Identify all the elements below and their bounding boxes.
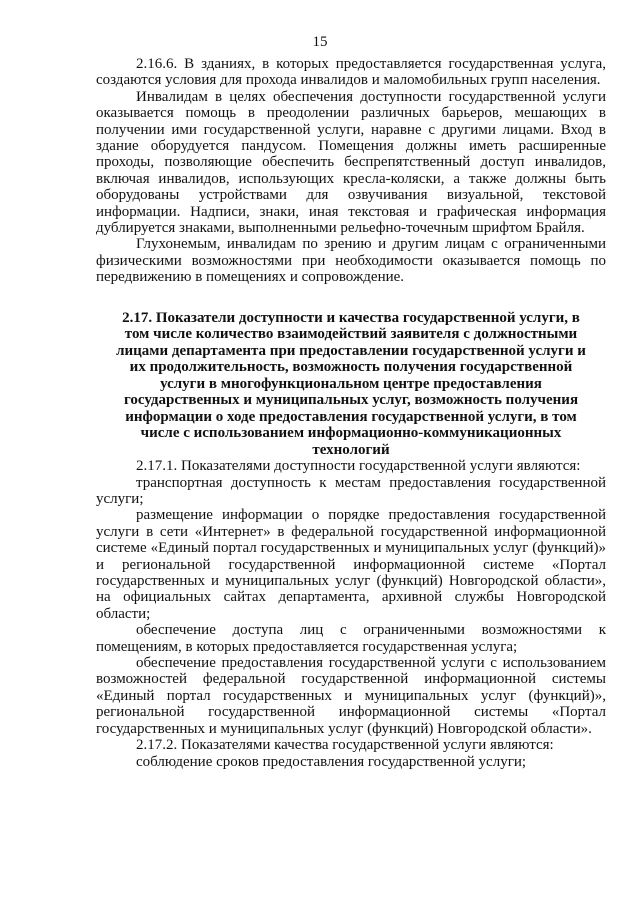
paragraph-2-17-1: 2.17.1. Показателями доступности государственной услуги являются:	[136, 458, 581, 475]
paragraph-deaf-blind-assistance: Глухонемым, инвалидам по зрению и другим лицам с ограниченными физическими возможностями при необходимости оказывается помощь по передвижению в помещениях и сопровождение.	[96, 236, 606, 286]
paragraph-deadline-compliance: соблюдение сроков предоставления государственной услуги;	[136, 753, 527, 770]
paragraph-transport-access: транспортная доступность к местам предоставления государственной услуги;	[96, 474, 606, 507]
paragraph-portal-usage: обеспечение предоставления государственной услуги с использованием возможностей федеральной государственной информационной системы «Единый портал государственных и муниципальных услуг (функций)», региональной государственной информационной системы «Портал государственных и муниципальных услуг (функций) Новгородской области».	[96, 655, 606, 737]
page-content	[96, 56, 606, 770]
paragraph-accessibility-help: Инвалидам в целях обеспечения доступности государственной услуги оказывается помощь в преодолении различных барьеров, мешающих в получении ими государственной услуги, наравне с другими лицами. Вход в здание оборудуется пандусом. Помещения должны иметь расширенные проходы, позволяющие обеспечить беспрепятственный доступ инвалидов, включая инвалидов, использующих кресла-коляски, а также должны быть оборудованы устройствами для озвучивания визуальной, текстовой информации. Надписи, знаки, иная текстовая и графическая информация дублируется знаками, выполненными рельефно-точечным шрифтом Брайля.	[96, 88, 606, 237]
paragraph-2-16-6: 2.16.6. В зданиях, в которых предоставляется государственная услуга, создаются условия для прохода инвалидов и маломобильных групп населения.	[96, 56, 606, 89]
paragraph-internet-info: размещение информации о порядке предоставления государственной услуги в сети «Интернет» в федеральной государственной информационной системе «Единый портал государственных и муниципальных услуг (функций)» и региональной государственной информационной системе «Портал государственных и муниципальных услуг (функций) Новгородской области», на официальных сайтах департамента, архивной службы Новгородской области;	[96, 507, 606, 622]
paragraph-limited-mobility-access: обеспечение доступа лиц с ограниченными возможностями к помещениям, в которых предоставляется государственная услуга;	[96, 622, 606, 655]
page-number: 15	[312, 34, 328, 50]
paragraph-2-17-2: 2.17.2. Показателями качества государственной услуги являются:	[136, 737, 554, 754]
section-heading-2-17: 2.17. Показатели доступности и качества государственной услуги, в том числе количество взаимодействий заявителя с должностными лицами департамента при предоставлении государственной услуги и их продолжительность, возможность получения государственной услуги в многофункциональном центре предоставления государственных и муниципальных услуг, возможность получения информации о ходе предоставления государственной услуги, в том числе с использованием информационно-коммуникационных технологий	[116, 309, 586, 458]
